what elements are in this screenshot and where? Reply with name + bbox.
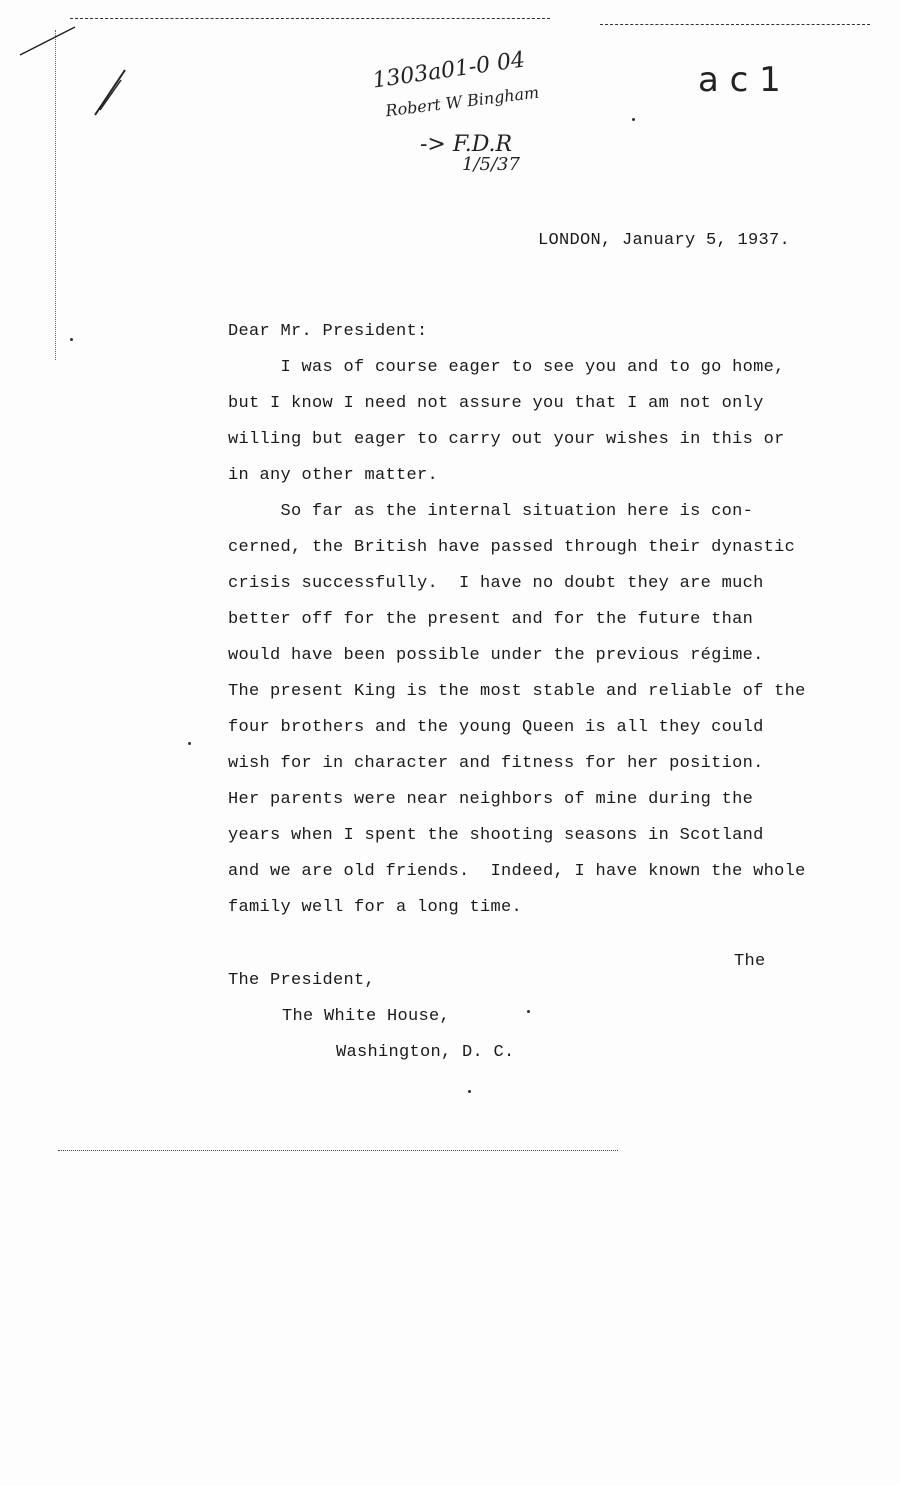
file-ref-annotation: 1303a01-0 04 [371,47,527,94]
body-line: in any other matter. [228,466,439,485]
body-line: crisis successfully. I have no doubt they are much [228,574,764,593]
salutation: Dear Mr. President: [228,322,428,341]
body-line: better off for the present and for the future than [228,610,754,629]
body-line: So far as the internal situation here is con- [228,502,754,521]
bottom-fold-line [58,1150,618,1151]
body-line: but I know I need not assure you that I am not only [228,394,764,413]
ink-speck [468,1090,471,1093]
ink-speck [632,118,635,121]
code-annotation: a c 1 [698,60,781,100]
body-line: willing but eager to carry out your wishes in this or [228,430,785,449]
body-line: and we are old friends. Indeed, I have known the whole [228,862,806,881]
address-line-3: Washington, D. C. [336,1043,515,1062]
body-line: would have been possible under the previous régime. [228,646,764,665]
address-line-2: The White House, [282,1007,451,1026]
ink-speck [70,338,73,341]
top-border-line-right [600,24,870,25]
body-line: family well for a long time. [228,898,523,917]
catchword: The [734,952,766,971]
body-line: wish for in character and fitness for her position. [228,754,764,773]
body-line: years when I spent the shooting seasons in Scotland [228,826,764,845]
fdr-annotation: -> F.D.R [420,132,513,157]
body-line: four brothers and the young Queen is all they could [228,718,764,737]
body-line: cerned, the British have passed through their dynastic [228,538,796,557]
corner-mark-icon [15,15,135,125]
body-line: I was of course eager to see you and to go home, [228,358,785,377]
body-line: Her parents were near neighbors of mine during the [228,790,754,809]
ink-speck [527,1010,530,1013]
address-line-1: The President, [228,971,376,990]
top-border-line [70,18,550,19]
name-annotation: Robert W Bingham [384,82,541,121]
body-line: The present King is the most stable and reliable of the [228,682,806,701]
date-annotation: 1/5/37 [462,154,520,175]
dateline: LONDON, January 5, 1937. [538,231,791,250]
ink-speck [188,742,191,745]
